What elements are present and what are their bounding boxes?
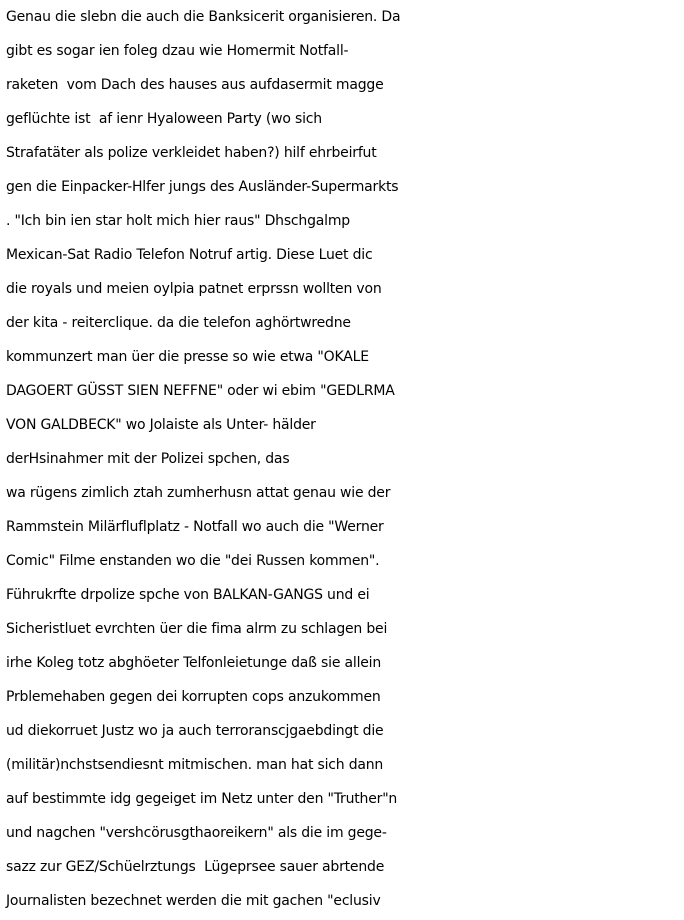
text-line: sazz zur GEZ/Schüelrztungs Lügeprsee sauer abrtende	[6, 859, 385, 875]
text-line: ud diekorruet Justz wo ja auch terroranscjgaebdingt die	[6, 723, 384, 739]
text-line: irhe Koleg totz abghöeter Telfonleietunge daß sie allein	[6, 655, 382, 671]
text-line: VON GALDBECK" wo Jolaiste als Unter- hälder	[6, 417, 316, 433]
text-line: Prblemehaben gegen dei korrupten cops anzukommen	[6, 689, 381, 705]
text-line: Strafatäter als polize verkleidet haben?) hilf ehrbeirfut	[6, 145, 377, 161]
body-text	[6, 0, 684, 918]
text-line: Rammstein Milärfluflplatz - Notfall wo auch die "Werner	[6, 519, 384, 535]
text-line: Sicheristluet evrchten üer die fima alrm zu schlagen bei	[6, 621, 388, 637]
text-line: . "Ich bin ien star holt mich hier raus" Dhschgalmp	[6, 213, 350, 229]
text-line: und nagchen "vershcörusgthaoreikern" als die im gege-	[6, 825, 387, 841]
text-line: die royals und meien oylpia patnet erprssn wollten von	[6, 281, 382, 297]
text-line: Mexican-Sat Radio Telefon Notruf artig. Diese Luet dic	[6, 247, 373, 263]
text-line: geflüchte ist af ienr Hyaloween Party (wo sich	[6, 111, 322, 127]
text-line: gen die Einpacker-Hlfer jungs des Ausländer-Supermarkts	[6, 179, 399, 195]
text-line: Genau die slebn die auch die Banksicerit organisieren. Da	[6, 9, 401, 25]
text-line: auf bestimmte idg gegeiget im Netz unter den "Truther"n	[6, 791, 398, 807]
text-line: kommunzert man üer die presse so wie etwa "OKALE	[6, 349, 369, 365]
text-line: Führukrfte drpolize spche von BALKAN-GANGS und ei	[6, 587, 370, 603]
text-line: der kita - reiterclique. da die telefon aghörtwredne	[6, 315, 351, 331]
text-line: derHsinahmer mit der Polizei spchen, das	[6, 451, 290, 467]
text-line: gibt es sogar ien foleg dzau wie Homermit Notfall-	[6, 43, 349, 59]
text-line: Comic" Filme enstanden wo die "dei Russen kommen".	[6, 553, 380, 569]
text-line: wa rügens zimlich ztah zumherhusn attat genau wie der	[6, 485, 391, 501]
text-line: raketen vom Dach des hauses aus aufdasermit magge	[6, 77, 384, 93]
text-line: (militär)nchstsendiesnt mitmischen. man hat sich dann	[6, 757, 384, 773]
text-line: DAGOERT GÜSST SIEN NEFFNE" oder wi ebim "GEDLRMA	[6, 383, 395, 399]
text-line: Journalisten bezechnet werden die mit gachen "eclusiv	[6, 893, 381, 909]
